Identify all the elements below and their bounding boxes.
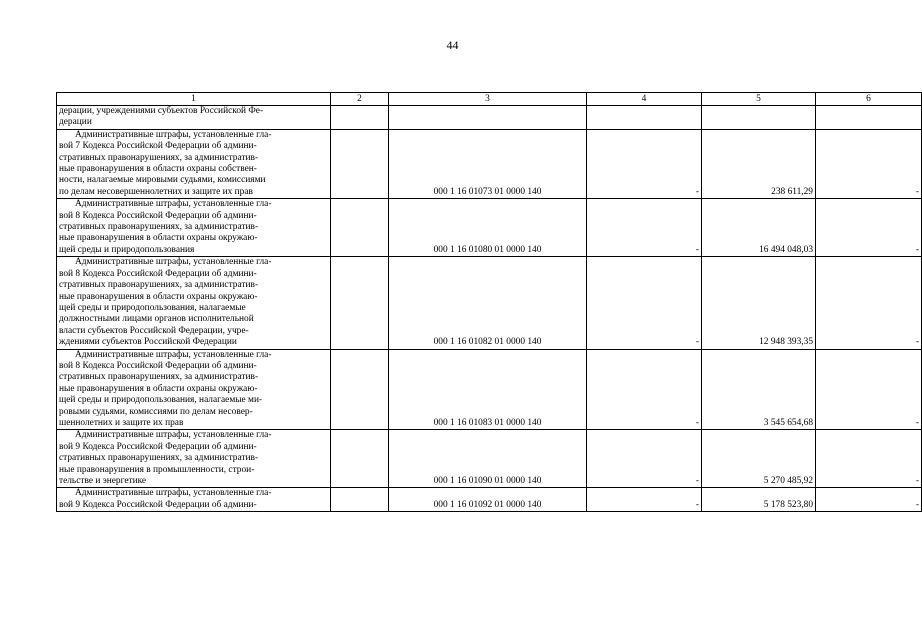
row-budget-code (389, 106, 587, 130)
row-col6-value (816, 106, 922, 130)
column-number-row (57, 93, 922, 106)
row-col2-cell (331, 257, 389, 349)
row-col2-cell (331, 106, 389, 130)
row-col2-cell (331, 430, 389, 488)
table-row (57, 488, 922, 512)
column-header-5: 5 (702, 93, 816, 106)
description-line: Административные штрафы, установленные гла- (75, 129, 272, 140)
row-col2-cell (331, 129, 389, 198)
table-row (57, 257, 922, 349)
description-line: Административные штрафы, установленные гла- (75, 349, 272, 360)
description-line: Административные штрафы, установленные гла- (75, 199, 272, 210)
description-line: по делам несовершеннолетних и защите их прав (59, 186, 253, 197)
row-amount: 3 545 654,68 (702, 349, 816, 430)
description-line: ные правонарушения в области охраны окружаю- (59, 383, 258, 394)
row-col4-value: - (587, 129, 702, 198)
row-description (57, 349, 331, 430)
row-col4-value: - (587, 430, 702, 488)
page-number: 44 (446, 38, 459, 52)
row-amount: 238 611,29 (702, 129, 816, 198)
row-col6-value: - (816, 488, 922, 512)
row-col6-value: - (816, 199, 922, 257)
description-line: вой 8 Кодекса Российской Федерации об админи- (59, 210, 257, 221)
row-description (57, 106, 331, 130)
row-amount: 5 270 485,92 (702, 430, 816, 488)
column-header-6: 6 (816, 93, 922, 106)
description-line: вой 9 Кодекса Российской Федерации об админи- (59, 499, 257, 510)
row-budget-code: 000 1 16 01092 01 0000 140 (389, 488, 587, 512)
table-row (57, 129, 922, 198)
row-description (57, 430, 331, 488)
description-line: стративных правонарушениях, за административ- (59, 280, 259, 291)
description-line: должностными лицами органов исполнительной (59, 314, 254, 325)
column-header-4: 4 (587, 93, 702, 106)
description-line: дерации, учреждениями субъектов Российской Фе- (59, 106, 264, 116)
row-description (57, 199, 331, 257)
row-budget-code: 000 1 16 01073 01 0000 140 (389, 129, 587, 198)
row-budget-code: 000 1 16 01090 01 0000 140 (389, 430, 587, 488)
row-col2-cell (331, 349, 389, 430)
column-header-3: 3 (389, 93, 587, 106)
description-line: ные правонарушения в области охраны собствен- (59, 164, 257, 175)
description-line: Административные штрафы, установленные гла- (75, 488, 272, 499)
row-col4-value: - (587, 199, 702, 257)
description-line: ные правонарушения в области охраны окружаю- (59, 291, 258, 302)
table-row (57, 106, 922, 130)
description-line: щей среды и природопользования, налагаемые ми- (59, 395, 263, 406)
row-col4-value: - (587, 349, 702, 430)
column-header-2: 2 (331, 93, 389, 106)
description-line: стративных правонарушениях, за административ- (59, 453, 259, 464)
description-line: тельстве и энергетике (59, 476, 147, 486)
table-row (57, 349, 922, 430)
description-line: ровыми судьями, комиссиями по делам несовер- (59, 406, 253, 417)
table-row (57, 199, 922, 257)
description-line: щей среды и природопользования, налагаемые (59, 302, 246, 313)
row-col4-value: - (587, 488, 702, 512)
description-line: щей среды и природопользования (59, 244, 195, 255)
row-description (57, 257, 331, 349)
row-amount (702, 106, 816, 130)
row-budget-code: 000 1 16 01080 01 0000 140 (389, 199, 587, 257)
description-line: Административные штрафы, установленные гла- (75, 257, 272, 268)
column-header-1: 1 (57, 93, 331, 106)
description-line: дерации (59, 117, 92, 128)
description-line: стративных правонарушениях, за административ- (59, 372, 259, 383)
description-line: Административные штрафы, установленные гла- (75, 430, 272, 441)
row-col6-value: - (816, 129, 922, 198)
row-col6-value: - (816, 430, 922, 488)
description-line: стративных правонарушениях, за административ- (59, 222, 259, 233)
row-description (57, 129, 331, 198)
description-line: вой 8 Кодекса Российской Федерации об админи- (59, 360, 257, 371)
row-amount: 12 948 393,35 (702, 257, 816, 349)
row-amount: 16 494 048,03 (702, 199, 816, 257)
table-body (57, 93, 922, 512)
row-col4-value: - (587, 257, 702, 349)
row-col2-cell (331, 488, 389, 512)
table-row (57, 430, 922, 488)
description-line: вой 9 Кодекса Российской Федерации об админи- (59, 441, 257, 452)
description-line: власти субъектов Российской Федерации, учре- (59, 325, 249, 336)
revenue-table (56, 92, 922, 512)
description-line: вой 8 Кодекса Российской Федерации об админи- (59, 268, 257, 279)
row-amount: 5 178 523,80 (702, 488, 816, 512)
description-line: ждениями субъектов Российской Федерации (59, 337, 237, 348)
description-line: ности, налагаемые мировыми судьями, комиссиями (59, 175, 266, 186)
description-line: ные правонарушения в области охраны окружаю- (59, 233, 258, 244)
description-line: ные правонарушения в промышленности, строи- (59, 464, 255, 475)
row-col4-value (587, 106, 702, 130)
description-line: шеннолетних и защите их прав (59, 417, 184, 428)
row-col6-value: - (816, 257, 922, 349)
row-col6-value: - (816, 349, 922, 430)
description-line: стративных правонарушениях, за административ- (59, 152, 259, 163)
description-line: вой 7 Кодекса Российской Федерации об админи- (59, 141, 257, 152)
row-budget-code: 000 1 16 01083 01 0000 140 (389, 349, 587, 430)
row-budget-code: 000 1 16 01082 01 0000 140 (389, 257, 587, 349)
row-col2-cell (331, 199, 389, 257)
row-description (57, 488, 331, 512)
